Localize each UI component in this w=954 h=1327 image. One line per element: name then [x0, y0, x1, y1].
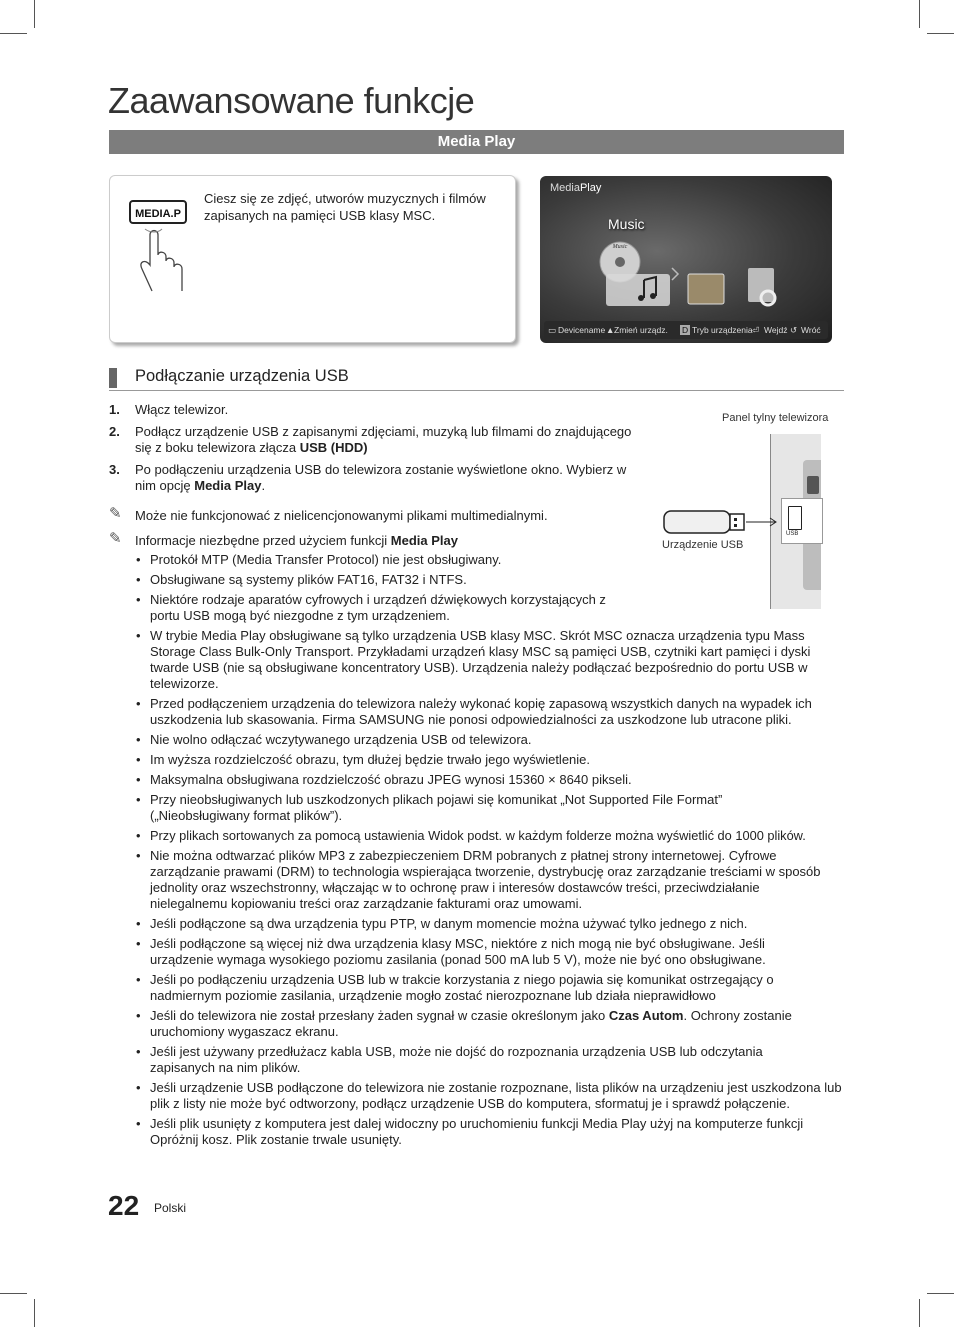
step-number: 2. — [109, 424, 120, 439]
bullet-icon: • — [136, 1008, 141, 1023]
media-category-icons — [598, 228, 778, 308]
bullet-icon: • — [136, 772, 141, 787]
panel-label: Panel tylny telewizora — [722, 412, 829, 424]
list-item-text: Przed podłączeniem urządzenia do telewizora należy wykonać kopię zapasową wszystkich danych na wypadek ich uszkodzenia lub skasowania. Firma SAMSUNG nie ponosi odpowiedzialności za uszkodzone lub utracone pliki. — [150, 696, 812, 727]
note-pencil-icon: ✎ — [109, 530, 122, 547]
list-item-text: Jeśli po podłączeniu urządzenia USB lub w trakcie korzystania z niego pojawia się komunikat ostrzegający o nadmiernym poziomie zasilania, urządzenie mogło zostać nierozpoznane lub działa nieprawidłowo — [150, 972, 774, 1003]
list-item-text: Przy plikach sortowanych za pomocą ustawienia Widok podst. w każdym folderze można wyświetlić do 1000 plików. — [150, 828, 806, 843]
step-after: . — [261, 478, 266, 493]
crop-mark — [34, 0, 35, 28]
list-item-bold: Czas Autom — [608, 1008, 684, 1023]
note-pencil-icon: ✎ — [109, 505, 122, 522]
usb-port-icon — [788, 506, 802, 530]
music-note-tile-icon — [606, 274, 670, 306]
list-item — [134, 1008, 830, 1040]
list-item — [134, 772, 846, 788]
bullet-icon: • — [136, 1044, 141, 1059]
bullet-icon: • — [136, 916, 141, 931]
step-text: Po podłączeniu urządzenia USB do telewizora zostanie wyświetlone okno. Wybierz w nim opcję — [135, 462, 627, 493]
list-item-text: W trybie Media Play obsługiwane są tylko urządzenia USB klasy MSC. Skrót MSC oznacza urządzenia typu Mass Storage Class Bulk-Only Transport. Przykładami urządzeń klasy MSC są pamięci USB, czytniki kart pamięci i dyski twarde USB (nie są obsługiwane koncentratory USB). Urządzenia należy podłączać bezpośrednio do portu USB w telewizorze. — [150, 628, 811, 691]
tv-media-play-screen — [540, 176, 832, 343]
bullet-icon: • — [136, 1080, 141, 1095]
bullet-icon: • — [136, 828, 141, 843]
note-bold: Media Play — [390, 533, 458, 548]
list-item — [134, 628, 820, 692]
bullet-icon: • — [136, 628, 141, 643]
tv-bottom-bar — [544, 321, 828, 339]
crop-mark — [34, 1299, 35, 1327]
list-item — [134, 592, 620, 624]
crop-mark — [919, 0, 920, 28]
list-item-text: Niektóre rodzaje aparatów cyfrowych i urządzeń dźwiękowych korzystających z portu USB mogą być niezgodne z tym urządzeniem. — [150, 592, 606, 623]
note-item — [109, 505, 548, 524]
list-item-text: Przy nieobsługiwanych lub uszkodzonych plikach pojawi się komunikat „Not Supported File Format” („Nieobsługiwany format plików”). — [150, 792, 723, 823]
crop-mark — [0, 1293, 27, 1294]
hdmi-port-icon — [807, 476, 819, 494]
music-disc-label: Music — [612, 244, 628, 250]
intro-text: Ciesz się ze zdjęć, utworów muzycznych i filmów zapisanych na pamięci USB klasy MSC. — [204, 191, 486, 223]
note-text: Może nie funkcjonować z nielicencjonowanymi plikami multimedialnymi. — [135, 508, 548, 523]
list-item — [134, 552, 846, 568]
bullet-icon: • — [136, 848, 141, 863]
device-mode-label[interactable]: Tryb urządzenia — [692, 325, 753, 335]
usb-port-label: USB — [786, 531, 799, 537]
list-item — [134, 848, 830, 912]
enter-label[interactable]: Wejdź — [764, 325, 788, 335]
list-item — [134, 936, 810, 968]
crop-mark — [927, 33, 954, 34]
list-item-text: Jeśli do telewizora nie został przesłany żaden sygnał w czasie określonym jako — [150, 1008, 609, 1023]
list-item-text: Im wyższa rozdzielczość obrazu, tym dłużej będzie trwało jego wyświetlenie. — [150, 752, 591, 767]
note-item — [109, 530, 458, 549]
step-number: 3. — [109, 462, 120, 477]
tv-category-label[interactable]: Music — [608, 216, 645, 232]
enter-icon: ⏎ — [752, 325, 760, 335]
list-item — [134, 1080, 850, 1112]
bullet-icon: • — [136, 936, 141, 951]
step-bold: USB (HDD) — [299, 440, 368, 455]
section-title: Podłączanie urządzenia USB — [135, 367, 349, 385]
media-button-label: MEDIA.P — [135, 208, 181, 220]
d-key-icon: D — [682, 325, 689, 335]
device-name-label[interactable]: Devicename — [558, 325, 606, 335]
page-language: Polski — [154, 1201, 187, 1215]
back-label[interactable]: Wróć — [801, 325, 821, 335]
usb-port-zoom — [781, 498, 823, 544]
remote-button-hand-icon — [128, 195, 188, 295]
section-banner: Media Play — [109, 130, 844, 154]
step-text: Podłącz urządzenie USB z zapisanymi zdjęciami, muzyką lub filmami do znajdującego się z boku telewizora złącza — [135, 424, 632, 455]
bullet-icon: • — [136, 1116, 141, 1131]
step-text: Włącz telewizor. — [135, 402, 229, 417]
list-item-text: Jeśli podłączone są więcej niż dwa urządzenia klasy MSC, niektóre z nich mogą nie być obsługiwane. Jeśli urządzenie wymaga wysokiego poziomu zasilania (ponad 500 mA lub 5 V), może nie być ono obsługiwane. — [150, 936, 766, 967]
return-icon: ↺ — [790, 325, 798, 335]
section-marker — [109, 368, 117, 388]
page-number: 22 — [108, 1190, 140, 1221]
crop-mark — [919, 1299, 920, 1327]
list-item — [134, 916, 846, 932]
list-item — [134, 972, 810, 1004]
info-bullet-list — [134, 552, 846, 1152]
list-item-text: Jeśli podłączone są dwa urządzenia typu PTP, w danym momencie można używać tylko jednego z nich. — [150, 916, 748, 931]
list-item-text: Jeśli plik usunięty z komputera jest dalej widoczny po uruchomieniu funkcji Media Play użyj na komputerze funkcji Opróżnij kosz. Plik zostanie trwale usunięty. — [150, 1116, 804, 1147]
list-item-after: . Ochrony zostanie uruchomiony wygaszacz ekranu. — [150, 1008, 792, 1039]
list-item — [134, 572, 846, 588]
usb-stick-icon — [662, 508, 778, 538]
section-heading — [109, 366, 844, 391]
tv-screen-title — [550, 182, 601, 194]
tv-title-suffix: Play — [579, 182, 602, 194]
bullet-icon: • — [136, 572, 141, 587]
usb-device-label: Urządzenie USB — [662, 539, 744, 551]
list-item — [134, 1116, 840, 1148]
list-item-text: Nie można odtwarzać plików MP3 z zabezpieczeniem DRM pobranych z płatnej strony internetowej. Cyfrowe zarządzanie prawami (DRM) to technologia wspierająca tworzenie, dystrybucję oraz zarządzanie treściami w sposób jednolity oraz wszechstronny, włączając w to ochronę praw i interesów dostawców treści, przeciwdziałanie nielegalnemu kopiowaniu treści oraz zarządzanie fakturami oraz umowami. — [150, 848, 821, 911]
arrow-right-icon — [672, 268, 678, 280]
list-item — [134, 828, 862, 844]
list-item-text: Jeśli jest używany przedłużacz kabla USB, może nie dojść do rozpoznania urządzenia USB lub odczytania zapisanych na nim plików. — [150, 1044, 763, 1075]
list-item-text: Maksymalna obsługiwana rozdzielczość obrazu JPEG wynosi 15360 × 8640 pikseli. — [150, 772, 632, 787]
step-bold: Media Play — [194, 478, 262, 493]
bullet-icon: • — [136, 592, 141, 607]
steps-list — [109, 402, 634, 500]
step-item — [109, 462, 634, 494]
change-device-label[interactable]: Zmień urządz. — [614, 325, 668, 335]
list-item — [134, 752, 846, 768]
triangle-a-icon: ▲ — [606, 325, 615, 335]
crop-mark — [0, 33, 27, 34]
crop-mark — [927, 1293, 954, 1294]
bullet-icon: • — [136, 972, 141, 987]
list-item-text: Jeśli urządzenie USB podłączone do telewizora nie zostanie rozpoznane, lista plików na urządzeniu jest uszkodzona lub plik z listy nie może być odtworzony, podłącz urządzenie USB do komputera, sformatuj je i sprawdź połączenie. — [150, 1080, 842, 1111]
bullet-icon: • — [136, 792, 141, 807]
page-title: Zaawansowane funkcje — [108, 80, 475, 121]
step-number: 1. — [109, 402, 120, 417]
list-item-text: Nie wolno odłączać wczytywanego urządzenia USB od telewizora. — [150, 732, 532, 747]
list-item — [134, 732, 846, 748]
bullet-icon: • — [136, 752, 141, 767]
tv-title-prefix: Media — [550, 182, 580, 194]
device-name-icon: ▭ — [548, 325, 557, 335]
list-item-text: Obsługiwane są systemy plików FAT16, FAT32 i NTFS. — [150, 572, 467, 587]
list-item — [134, 696, 840, 728]
bullet-icon: • — [136, 696, 141, 711]
step-item — [109, 424, 634, 456]
intro-box — [109, 175, 516, 343]
bullet-icon: • — [136, 552, 141, 567]
list-item-text: Protokół MTP (Media Transfer Protocol) nie jest obsługiwany. — [150, 552, 502, 567]
list-item — [134, 792, 790, 824]
list-item — [134, 1044, 800, 1076]
photo-icon — [688, 274, 724, 304]
bullet-icon: • — [136, 732, 141, 747]
note-text: Informacje niezbędne przed użyciem funkcji — [135, 533, 391, 548]
step-item — [109, 402, 634, 418]
